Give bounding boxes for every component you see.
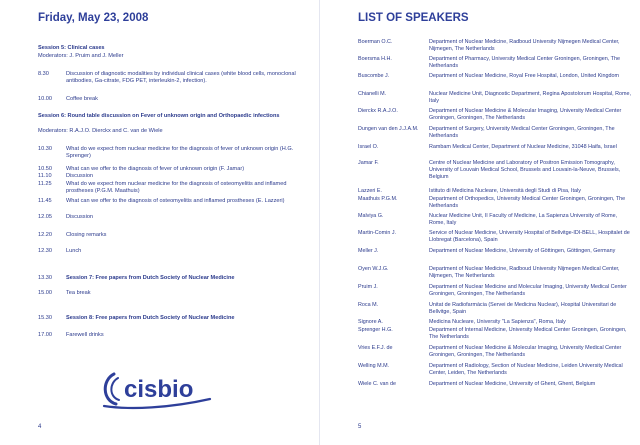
program-text: Tea break (66, 290, 91, 296)
speaker-name: Boersma H.H. (358, 56, 392, 62)
cisbio-logo (100, 366, 230, 410)
speaker-name: Boerman O.C. (358, 39, 393, 45)
program-text: What do we expect from nuclear medicine for the diagnosis of fever of unknown origin (H.G. Sprenger) (66, 146, 294, 159)
speaker-entry (358, 327, 633, 341)
speaker-name: Dungen van den J.J.A.M. (358, 126, 419, 132)
speaker-entry (358, 188, 633, 195)
program-time: 12.30 (38, 248, 52, 254)
logo-text: cisbio (124, 376, 194, 403)
speaker-affiliation: Service of Nuclear Medicine, University Hospital of Bellvitge-IDI-BELL, Hospitalet de Llobregat (Barcelona), Spain (429, 230, 630, 243)
program-text: Discussion (66, 173, 94, 179)
speaker-entry (358, 345, 633, 359)
speaker-affiliation: Medicina Nucleare, University "La Sapienza", Roma, Italy (429, 319, 566, 325)
speaker-entry (358, 266, 633, 280)
session-title: Session 5: Clinical cases (38, 45, 105, 51)
speaker-affiliation: Department of Nuclear Medicine and Molecular Imaging, University Medical Center Groningen, Groningen, The Netherlands (429, 284, 627, 297)
speaker-affiliation: Centre of Nuclear Medicine and Laboratory of Positron Emission Tomography, University of Louvain Medical School, Brussels and Louvain-la-Neuve, Brussels, Belgium (429, 160, 621, 180)
program-item (38, 332, 308, 339)
program-text: Farewell drinks (66, 332, 104, 338)
speaker-affiliation: Department of Nuclear Medicine, Radboud University Nijmegen Medical Center, Nijmegen, The Netherlands (429, 266, 620, 279)
speaker-affiliation: Department of Orthopedics, University Medical Center Groningen, Groningen, The Netherlands (429, 196, 626, 209)
speaker-name: Vries E.F.J. de (358, 345, 393, 351)
speaker-affiliation: Nuclear Medicine Unit, Diagnostic Department, Regina Apostolorum Hospital, Rome, Italy (429, 91, 631, 104)
speaker-affiliation: Department of Nuclear Medicine & Molecular Imaging, University Medical Center Groningen, Groningen, The Netherlands (429, 345, 622, 358)
program-text: Discussion of diagnostic modalities by individual clinical cases (white blood cells, monoclonal antibodies, Ga-citrate, FDG PET, interleukin-2, infection). (66, 71, 296, 84)
speaker-entry (358, 108, 633, 122)
program-item (38, 290, 308, 297)
program-item (38, 146, 308, 160)
program-item (38, 71, 308, 85)
program-text: Lunch (66, 248, 82, 254)
speaker-affiliation: Unitat de Radiofarmàcia (Servei de Medicina Nuclear), Hospital Universitari de Bellvitge, Spain (429, 302, 617, 315)
speaker-name: Wiele C. van de (358, 381, 397, 387)
speaker-entry (358, 302, 633, 316)
program-text: Discussion (66, 214, 94, 220)
speaker-name: Oyen W.J.G. (358, 266, 389, 272)
speaker-affiliation: Department of Internal Medicine, University Medical Center Groningen, Groningen, The Netherlands (429, 327, 627, 340)
program-time: 8.30 (38, 71, 49, 77)
speaker-name: Chianelli M. (358, 91, 387, 97)
program-time: 15.30 (38, 315, 52, 321)
speaker-affiliation: Department of Nuclear Medicine, Radboud University Nijmegen Medical Center, Nijmegen, The Netherlands (429, 39, 620, 52)
right-page (320, 0, 640, 445)
program-item (38, 181, 308, 195)
program-time: 12.05 (38, 214, 52, 220)
speaker-name: Lazzeri E. (358, 188, 382, 194)
program-text: What can we offer to the diagnosis of osteomyelitis and inflamed prostheses (E. Lazzeri) (66, 198, 285, 204)
session-title: Session 6: Round table discussion on Fever of unknown origin and Orthopaedic infections (38, 113, 280, 119)
program-time: 11.10 (38, 173, 52, 179)
program-item (38, 96, 308, 103)
program-text: What do we expect from nuclear medicine for the diagnosis of osteomyelitis and inflamed prostheses (P.G.M. Maathuis) (66, 181, 287, 194)
program-item (38, 198, 308, 205)
program-text: Coffee break (66, 96, 98, 102)
program-time: 10.00 (38, 96, 52, 102)
session-title: Session 8: Free papers from Dutch Society of Nuclear Medicine (66, 315, 235, 321)
program-item (38, 232, 308, 239)
page-number-left: 4 (38, 424, 42, 430)
speaker-entry (358, 144, 633, 151)
speaker-name: Sprenger H.G. (358, 327, 393, 333)
program-text: Closing remarks (66, 232, 107, 238)
speaker-entry (358, 319, 633, 326)
program-time: 13.30 (38, 275, 52, 281)
speaker-entry (358, 381, 633, 388)
program-item (38, 248, 308, 255)
speaker-entry (358, 213, 633, 227)
speakers-title: LIST OF SPEAKERS (358, 12, 469, 24)
session-heading (38, 315, 308, 322)
speaker-entry (358, 73, 633, 80)
program-time: 11.25 (38, 181, 52, 187)
speaker-entry (358, 39, 633, 53)
speaker-affiliation: Department of Pharmacy, University Medical Center Groningen, Groningen, The Netherlands (429, 56, 620, 69)
speaker-affiliation: Nuclear Medicine Unit, II Faculty of Medicine, La Sapienza University of Rome, Rome, Italy (429, 213, 618, 226)
speaker-entry (358, 91, 633, 105)
speaker-affiliation: Department of Nuclear Medicine & Molecular Imaging, University Medical Center Groningen, Groningen, The Netherlands (429, 108, 622, 121)
speaker-entry (358, 284, 633, 298)
speaker-name: Martin-Comin J. (358, 230, 397, 236)
program-time: 10.50 (38, 166, 52, 172)
session-heading (38, 45, 308, 52)
session-title: Session 7: Free papers from Dutch Society of Nuclear Medicine (66, 275, 235, 281)
speaker-name: Israel O. (358, 144, 379, 150)
speaker-name: Signore A. (358, 319, 383, 325)
speaker-name: Meller J. (358, 248, 379, 254)
program-item (38, 214, 308, 221)
day-title: Friday, May 23, 2008 (38, 12, 149, 24)
speaker-name: Buscombe J. (358, 73, 390, 79)
speaker-entry (358, 230, 633, 244)
speaker-affiliation: Department of Surgery, University Medical Center Groningen, Groningen, The Netherlands (429, 126, 615, 139)
speaker-affiliation: Department of Nuclear Medicine, University of Ghent, Ghent, Belgium (429, 381, 596, 387)
speaker-name: Dierckx R.A.J.O. (358, 108, 398, 114)
program-time: 10.30 (38, 146, 52, 152)
speaker-name: Jamar F. (358, 160, 379, 166)
moderators: Moderators: J. Pruim and J. Meller (38, 53, 124, 59)
speaker-entry (358, 248, 633, 255)
speaker-affiliation: Department of Nuclear Medicine, University of Göttingen, Göttingen, Germany (429, 248, 616, 254)
speaker-affiliation: Rambam Medical Center, Department of Nuclear Medicine, 31048 Haifa, Israel (429, 144, 617, 150)
speaker-name: Malviya G. (358, 213, 384, 219)
speaker-entry (358, 363, 633, 377)
program-item (38, 173, 308, 180)
speaker-entry (358, 126, 633, 140)
speaker-entry (358, 160, 633, 181)
page-number-right: 5 (358, 424, 362, 430)
program-time: 15.00 (38, 290, 52, 296)
session-heading (38, 113, 308, 120)
speaker-name: Welling M.M. (358, 363, 390, 369)
speaker-entry (358, 196, 633, 210)
program-time: 11.45 (38, 198, 52, 204)
program-text: What can we offer to the diagnosis of fever of unknown origin (F. Jamar) (66, 166, 245, 172)
program-time: 12.20 (38, 232, 52, 238)
speaker-name: Maathuis P.G.M. (358, 196, 398, 202)
speaker-name: Pruim J. (358, 284, 378, 290)
speaker-entry (358, 56, 633, 70)
speaker-affiliation: Department of Radiology, Section of Nuclear Medicine, Leiden University Medical Center, Leiden, The Netherlands (429, 363, 623, 376)
program-time: 17.00 (38, 332, 52, 338)
speaker-name: Roca M. (358, 302, 379, 308)
speaker-affiliation: Department of Nuclear Medicine, Royal Free Hospital, London, United Kingdom (429, 73, 619, 79)
moderators: Moderators: R.A.J.O. Dierckx and C. van de Wiele (38, 128, 163, 134)
session-heading (38, 275, 308, 282)
speaker-affiliation: Istituto di Medicina Nucleare, Università degli Studi di Pisa, Italy (429, 188, 581, 194)
program-item (38, 166, 308, 173)
